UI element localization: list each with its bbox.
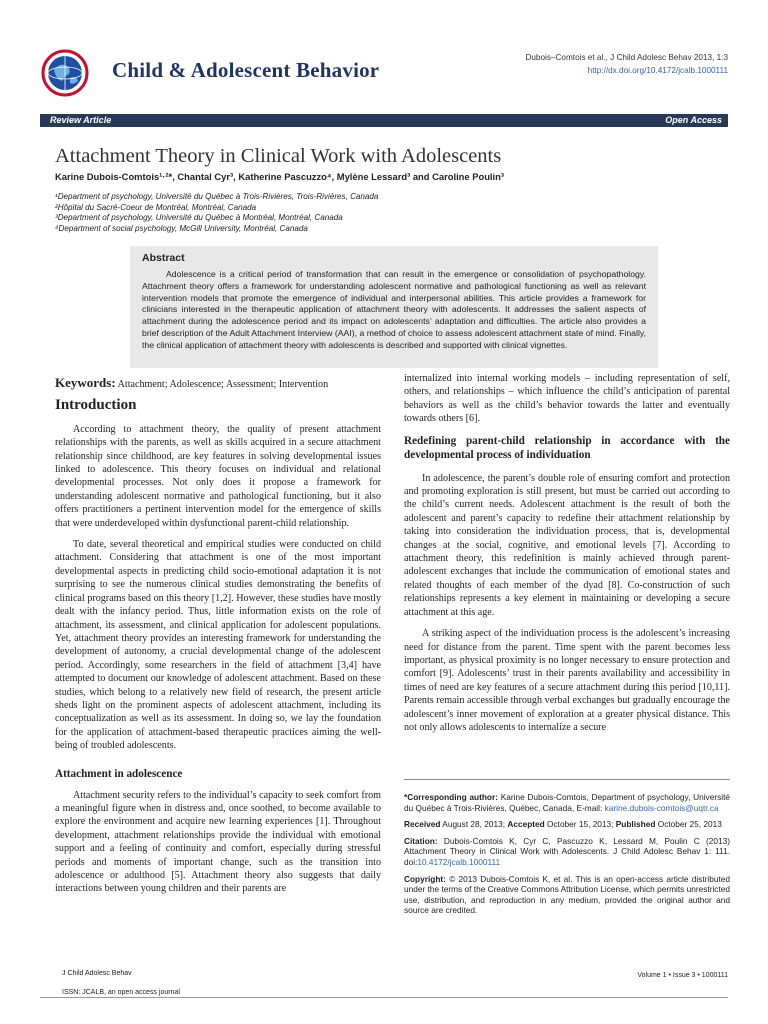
- footnote-divider: [404, 779, 730, 780]
- correspondence-block: [404, 792, 730, 922]
- footer-divider: [40, 997, 728, 998]
- received-date: August 28, 2013;: [442, 819, 506, 830]
- affiliations: [55, 192, 378, 234]
- footer-left: [62, 967, 180, 999]
- dates: [404, 819, 730, 830]
- affiliation: ¹Department of psychology, Université du Québec à Trois-Rivières, Trois-Rivières, Canada: [55, 192, 379, 201]
- abstract-heading: Abstract: [142, 252, 185, 264]
- published-date: October 25, 2013: [657, 819, 722, 830]
- article-type-band: [40, 114, 728, 127]
- paragraph: To date, several theoretical and empirical studies were conducted on child attachment. Considering that attachment is one of the most important developmental aspects in predicting child socio-emotional adaptation it is not surprising to see the numerous clinical studies demonstrating the benefits of clinical programs based on this theory [1,2]. However, these studies have mostly dealt with the infancy period. Thus, little information exists on the role of attachment, its assessment, and clinical application for adolescent populations. Yet, attachment theory provides an interesting framework for understanding the development of autonomy, a crucial developmental change of the adolescent period. Accordingly, some researchers in the field of attachment [3,4] have attempted to document our knowledge of adolescent attachment. Based on these studies, which belong to a relatively new field of research, the present article sheds light on the prominent aspects of adolescent attachment, including its conceptualization as well as its assessment. In doing so, we lay the foundation for the application of attachment-based therapeutic practices aiming the well-being of troubled adolescents.: [55, 539, 381, 752]
- citation-doi-link[interactable]: 10.4172/jcalb.1000111: [417, 856, 501, 867]
- footer-issn: ISSN: JCALB, an open access journal: [62, 989, 180, 996]
- section-heading-attachment: Attachment in adolescence: [55, 767, 183, 780]
- keywords-text: Attachment; Adolescence; Assessment; Intervention: [117, 379, 329, 390]
- paragraph: Attachment security refers to the individual’s capacity to seek comfort from a meaningful figure when in distress and, once soothed, to become available to explore the environment and acquire new learning experiences [1]. Throughout development, attachment relationships provide the individual with emotional support and a feeling of continuity and comfort, especially during stressful periods and moments of important change, such as the transition into adolescence or adulthood [5]. Attachment theory also suggests that daily interactions between young children and their parents are: [55, 789, 381, 895]
- published-label: Published: [615, 819, 656, 830]
- journal-globe-logo: [40, 48, 90, 98]
- affiliation: ⁴Department of social psychology, McGill University, Montréal, Canada: [55, 223, 308, 233]
- accepted-label: Accepted: [507, 819, 545, 830]
- paragraph: A striking aspect of the individuation process is the adolescent’s increasing need for distance from the parent. Time spent with the parent becomes less important, as physical proximity is no longer necessary to ensure protection and comfort [9]. Adolescents’ trust in their parents availability and accessibility in times of need are key features of a secure attachment during this period [10,11]. Parents remain accessible through verbal exchanges but gradually encourage the adolescent’s inner movement of exploration at a greater physical distance. This not only allows adolescents to internalize a secure: [404, 628, 730, 733]
- copyright-note: [404, 874, 730, 916]
- corr-text: Karine Dubois-Comtois, Department of psychology, Université du Québec à Trois-Rivières, Québec, Canada, E-mail:: [404, 792, 730, 813]
- footer-journal: J Child Adolesc Behav: [62, 970, 132, 977]
- abstract-text: Adolescence is a critical period of transformation that can result in the emergence or consolidation of psychopathology. Attachment theory offers a framework for understanding adolescent normative and pathological functioning as well as relevant intervention models that promote the emergence of individual and interpersonal abilities. This article provides a framework for clinicians interested in the therapeutic application of attachment theory with adolescents. It addresses the salient aspects of attachment during the adolescence period and its impact on adolescents’ adaptation and difficulties. The article also provides a brief description of the Adult Attachment Interview (AAI), a method of choice to assess adolescent attachment state of mind. Finally, the clinical application of attachment theory with adolescents is described and supported with clinical vignettes.: [142, 269, 646, 350]
- paragraph: internalized into internal working models – including representation of self, others, and relationships – which influence the child’s anticipation of parental behaviors as well as the child’s behavior towards the latter and eventually towards others [6].: [404, 373, 730, 425]
- right-column: [404, 372, 730, 734]
- paragraph: In adolescence, the parent’s double role of ensuring comfort and protection and promoting exploration is still present, but must be carried out according to the child’s current needs. Adolescent attachment is the result of both the adolescent and parent’s capacity to redefine their attachment relationship by taking into consideration the individuation process, that is, developmental changes at the social, cognitive, and emotional levels [7]. According to attachment theory, this redefinition is mainly achieved through parent-adolescent exchanges that include the communication of emotional states and related thoughts of each member of the dyad [8]. Co-construction of such relationships represents a key element in maintaining or developing a secure attachment at this age.: [404, 472, 730, 618]
- citation-note: [404, 836, 730, 868]
- copyright-text: © 2013 Dubois-Comtois K, et al. This is an open-access article distributed under the terms of the Creative Commons Attribution License, which permits unrestricted use, distribution, and reproduction in any medium, provided the original author and source are credited.: [404, 873, 730, 916]
- open-access-label: Open Access: [665, 115, 722, 125]
- footer-volume: Volume 1 • Issue 3 • 1000111: [637, 972, 728, 979]
- article-type-label: Review Article: [50, 115, 112, 125]
- doi-link[interactable]: http://dx.doi.org/10.4172/jcalb.1000111: [587, 65, 728, 75]
- citation-header: [525, 52, 728, 77]
- citation-text: Dubois-Comtois K, Cyr C, Pascuzzo K, Lessard M, Poulin C (2013) Attachment Theory in Clinical Work with Adolescents. J Child Adolesc Behav 1: 111. doi:: [404, 835, 730, 867]
- received-label: Received: [404, 819, 441, 830]
- keywords: [55, 376, 381, 391]
- citation-line: Dubois–Comtois et al., J Child Adolesc Behav 2013, 1:3: [525, 53, 728, 62]
- corr-label: *Corresponding author:: [404, 792, 498, 802]
- email-link[interactable]: karine.dubois-comtois@uqtr.ca: [604, 802, 719, 813]
- journal-title: Child & Adolescent Behavior: [112, 58, 380, 82]
- left-column: [55, 376, 381, 896]
- affiliation: ³Department of psychology, Université du Québec à Montréal, Montréal, Canada: [55, 213, 343, 222]
- article-title: Attachment Theory in Clinical Work with Adolescents: [55, 145, 502, 167]
- accepted-date: October 15, 2013;: [547, 819, 614, 830]
- keywords-label: Keywords:: [55, 375, 116, 390]
- corresponding-author: [404, 792, 730, 813]
- paragraph: According to attachment theory, the quality of present attachment relationships with the parents, as well as skills acquired in a secure attachment relationship since childhood, are key features in solving developmental issues linked to adolescence. This theory focuses on individual and relational developmental processes. Not only does it propose a framework for understanding adolescent normative and pathological functioning, but it also offers practitioners a pertinent intervention model for the emergence of skills that were underdeveloped within dysfunctional parent-child relationship.: [55, 423, 381, 529]
- section-heading-redefining: Redefining parent-child relationship in accordance with the developmental process of individuation: [404, 434, 730, 461]
- abstract-box: [130, 246, 658, 368]
- author-list: Karine Dubois-Comtois¹·²*, Chantal Cyr³, Katherine Pascuzzo⁴, Mylène Lessard³ and Caroline Poulin³: [55, 171, 504, 182]
- citation-label: Citation:: [404, 835, 438, 846]
- affiliation: ²Hôpital du Sacré-Coeur de Montréal, Montréal, Canada: [55, 202, 257, 212]
- copyright-label: Copyright:: [404, 873, 446, 884]
- section-heading-introduction: Introduction: [55, 397, 137, 414]
